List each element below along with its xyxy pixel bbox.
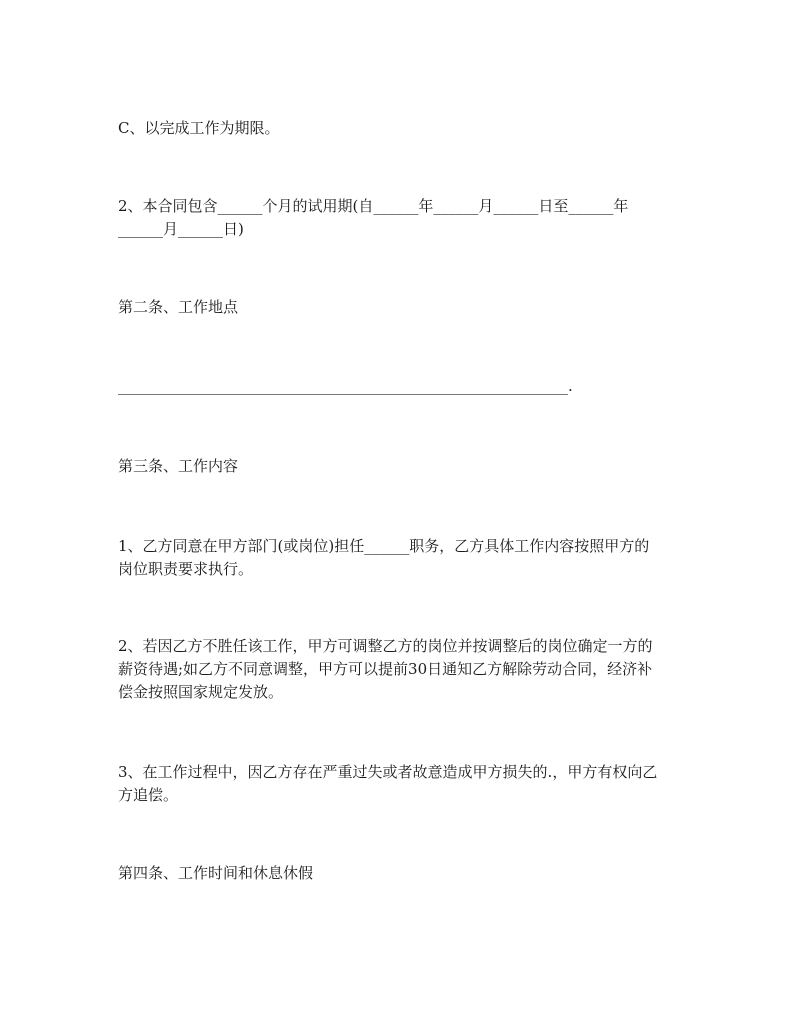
clause-c-term: C、以完成工作为期限。 — [118, 119, 280, 137]
job-content-clause-2: 2、若因乙方不胜任该工作，甲方可调整乙方的岗位并按调整后的岗位确定一方的 薪资待遇;如乙方不同意调整，甲方可以提前30日通知乙方解除劳动合同，经济补 偿金按照国家规定发放。 — [118, 637, 653, 701]
article-2-heading: 第二条、工作地点 — [118, 298, 239, 316]
job-content-clause-3: 3、在工作过程中，因乙方存在严重过失或者故意造成甲方损失的.，甲方有权向乙 方追偿。 — [118, 763, 658, 804]
article-3-heading: 第三条、工作内容 — [118, 457, 239, 475]
work-location-blank: ____________________________________________________________. — [118, 377, 573, 395]
article-4-heading: 第四条、工作时间和休息休假 — [118, 864, 314, 882]
job-content-clause-1: 1、乙方同意在甲方部门(或岗位)担任______职务，乙方具体工作内容按照甲方的 岗位职责要求执行。 — [118, 537, 650, 578]
probation-period-clause: 2、本合同包含______个月的试用期(自______年______月______日至______年 ______月______日) — [118, 197, 629, 238]
